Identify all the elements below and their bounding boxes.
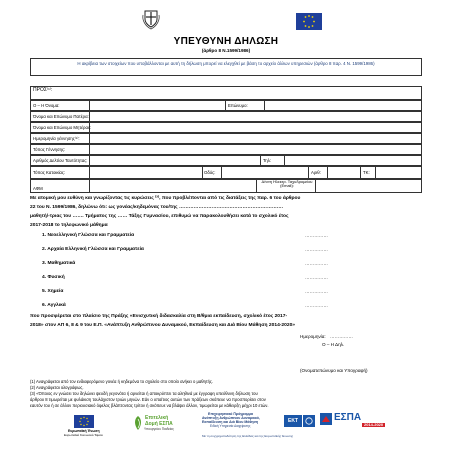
date-label: Ημερομηνία:	[300, 334, 326, 339]
eu-logo-icon	[74, 415, 94, 428]
program-logo-line-2: Ανάπτυξη Ανθρώπινου Δυναμικού,	[202, 416, 260, 420]
street-number-label: Αριθ:	[311, 170, 321, 175]
date-field[interactable]: ……………	[330, 334, 353, 339]
declaration-line-4: 2017-2018 το τηλεφωνικό μάθημα	[30, 223, 108, 228]
epiteliki-line-2: Δομή ΕΣΠΑ	[145, 421, 173, 427]
id-number-field[interactable]	[92, 156, 257, 165]
subject-english-choice[interactable]: ……………	[305, 303, 328, 308]
father-name-field[interactable]	[92, 112, 417, 121]
funding-logo-strip	[30, 411, 422, 443]
postcode-field[interactable]	[378, 167, 418, 178]
subject-physics-choice[interactable]: ……………	[305, 275, 328, 280]
espa-logo-text: ΕΣΠΑ	[334, 412, 362, 423]
street-label: Οδός:	[204, 170, 216, 175]
subject-item-physics: 4. Φυσική	[42, 275, 65, 280]
father-name-label: Όνομα και Επώνυμο Πατέρα:	[33, 114, 89, 119]
ekt-emblem-icon	[303, 415, 315, 427]
mother-name-field[interactable]	[92, 123, 417, 132]
birthplace-field[interactable]	[92, 145, 417, 154]
birthdate-field[interactable]	[92, 134, 417, 143]
recipient-label: ΠΡΟΣ⁽¹⁾:	[33, 87, 53, 93]
surname-field[interactable]	[267, 101, 417, 110]
document-subtitle: (άρθρο 8 Ν.1599/1986)	[201, 48, 251, 53]
document-title: ΥΠΕΥΘΥΝΗ ΔΗΛΩΣΗ	[173, 36, 279, 47]
tax-id-field[interactable]	[92, 180, 254, 192]
birthdate-label: Ημερομηνία γέννησης⁽²⁾:	[33, 136, 80, 141]
subject-ancient-greek-choice[interactable]: ……………	[305, 247, 328, 252]
footnote-1: (1) Αναγράφεται από τον ενδιαφερόμενο γονέα ή κηδεμόνα το σχολείο στο οποίο ανήκει ο μαθητής.	[30, 379, 214, 384]
espa-flag-icon	[320, 413, 332, 425]
eu-flag-icon	[296, 13, 322, 30]
subject-greek-choice[interactable]: ……………	[305, 233, 328, 238]
first-name-field[interactable]	[92, 101, 222, 110]
epiteliki-line-3: Υπουργείου Παιδείας	[144, 427, 174, 431]
postcode-label: ΤΚ:	[363, 170, 370, 175]
program-logo-line-1: Επιχειρησιακό Πρόγραμμα	[208, 412, 253, 416]
program-line-2: 2018» στον ΑΠ 6, 8 & 9 του Ε.Π. «Ανάπτυξη Ανθρώπινου Δυναμικού, Εκπαίδευση και Διά Βίου Μάθηση 2014-2020»	[30, 323, 296, 328]
declaration-line-1: Με ατομική μου ευθύνη και γνωρίζοντας τις κυρώσεις ⁽³⁾, που προβλέπονται από τις διατάξεις της παρ. 6 του άρθρου	[30, 196, 301, 201]
email-label: Δ/νση Ηλεκτρ. Ταχυδρομείου (Email):	[261, 179, 313, 189]
espa-years: 2014-2020	[364, 422, 384, 427]
surname-label: Επώνυμο:	[228, 103, 248, 108]
residence-label: Τόπος Κατοικίας:	[33, 170, 66, 175]
email-field[interactable]	[318, 180, 418, 192]
subject-item-chemistry: 5. Χημεία	[42, 289, 64, 294]
declaration-line-2: 22 του Ν. 1599/1986, δηλώνω ότι: ως γονέας/κηδεμόνας του/της ……………………………………………………….	[30, 205, 284, 210]
residence-field[interactable]	[92, 167, 200, 178]
first-name-label: Ο – Η Όνομα:	[33, 103, 60, 108]
subject-maths-choice[interactable]: ……………	[305, 261, 328, 266]
id-number-label: Αριθμός Δελτίου Ταυτότητας:	[33, 158, 88, 163]
street-number-field[interactable]	[330, 167, 358, 178]
subject-item-english: 6. Αγγλικά	[42, 303, 66, 308]
verification-notice: Η ακρίβεια των στοιχείων που υποβάλλονται με αυτή τη δήλωση μπορεί να ελεγχθεί με βάση το αρχείο άλλων υπηρεσιών (άρθρο 8 παρ. 4 Ν. 1599/1986)	[30, 58, 422, 76]
subject-item-maths: 3. Μαθηματικά	[42, 261, 76, 266]
epiteliki-logo-icon	[133, 415, 143, 431]
phone-field[interactable]	[287, 156, 417, 165]
birthplace-label: Τόπος Γέννησης:	[33, 147, 66, 152]
mother-name-label: Όνομα και Επώνυμο Μητέρας:	[33, 125, 92, 130]
phone-label: Τηλ:	[263, 158, 272, 163]
greek-coat-of-arms-icon	[140, 8, 162, 30]
recipient-field[interactable]	[70, 92, 410, 98]
epiteliki-line-1: Επιτελική	[145, 415, 169, 421]
cofunding-note: Με τη συγχρηματοδότηση της Ελλάδας και της Ευρωπαϊκής Ένωσης	[202, 434, 294, 438]
program-line-1: που προσφέρεται στο πλαίσιο της Πράξης «Ενισχυτική διδασκαλία στη Β/θμια εκπαίδευση, σχολικό έτος 2017-	[30, 314, 288, 319]
footnote-3-line-3: εαυτόν του ή σε άλλον περιουσιακό όφελος βλάπτοντας τρίτον ή σκόπευε να βλάψει άλλον, τιμωρείται με κάθειρξη μέχρι 10 ετών.	[30, 403, 269, 408]
subject-item-ancient-greek: 2. Αρχαία Ελληνική Γλώσσα και Γραμματεία	[42, 247, 144, 252]
subject-chemistry-choice[interactable]: ……………	[305, 289, 328, 294]
eu-name: Ευρωπαϊκή Ένωση	[68, 429, 100, 433]
signature-caption: (Ονοματεπώνυμο και Υπογραφή)	[300, 368, 368, 373]
ekt-badge: ΕΚΤ	[284, 415, 302, 427]
street-field[interactable]	[224, 167, 306, 178]
footnote-2: (2) Αναγράφεται ολογράφως.	[30, 385, 84, 390]
program-logo-line-4: Ειδική Υπηρεσία Διαχείρισης	[210, 424, 251, 428]
signature-field[interactable]	[300, 350, 400, 366]
declarant-label: Ο – Η Δηλ.	[322, 342, 345, 347]
footnote-3-line-2: άρθρου 8 τιμωρείται με φυλάκιση τουλάχιστον τριών μηνών. Εάν ο υπαίτιος αυτών των πράξεων σκόπευε να προσπορίσει στον	[30, 397, 266, 402]
eu-fund: Ευρωπαϊκό Κοινωνικό Ταμείο	[64, 433, 103, 437]
tax-id-label: ΑΦΜ	[33, 186, 43, 191]
footnote-3-line-1: (3) «Όποιος εν γνώσει του δηλώνει ψευδή γεγονότα ή αρνείται ή αποκρύπτει τα αληθινά με έγγραφη υπεύθυνη δήλωση του	[30, 391, 258, 396]
program-logo-line-3: Εκπαίδευση και Διά Βίου Μάθηση	[202, 420, 259, 424]
subject-item-greek: 1. Νεοελληνική Γλώσσα και Γραμματεία	[42, 233, 135, 238]
declaration-line-3: μαθητή/-τριας του ……. Τμήματος της …… Τάξης Γυμνασίου, επιθυμώ να παρακολουθήσει κατά το σχολικό έτος	[30, 214, 289, 219]
